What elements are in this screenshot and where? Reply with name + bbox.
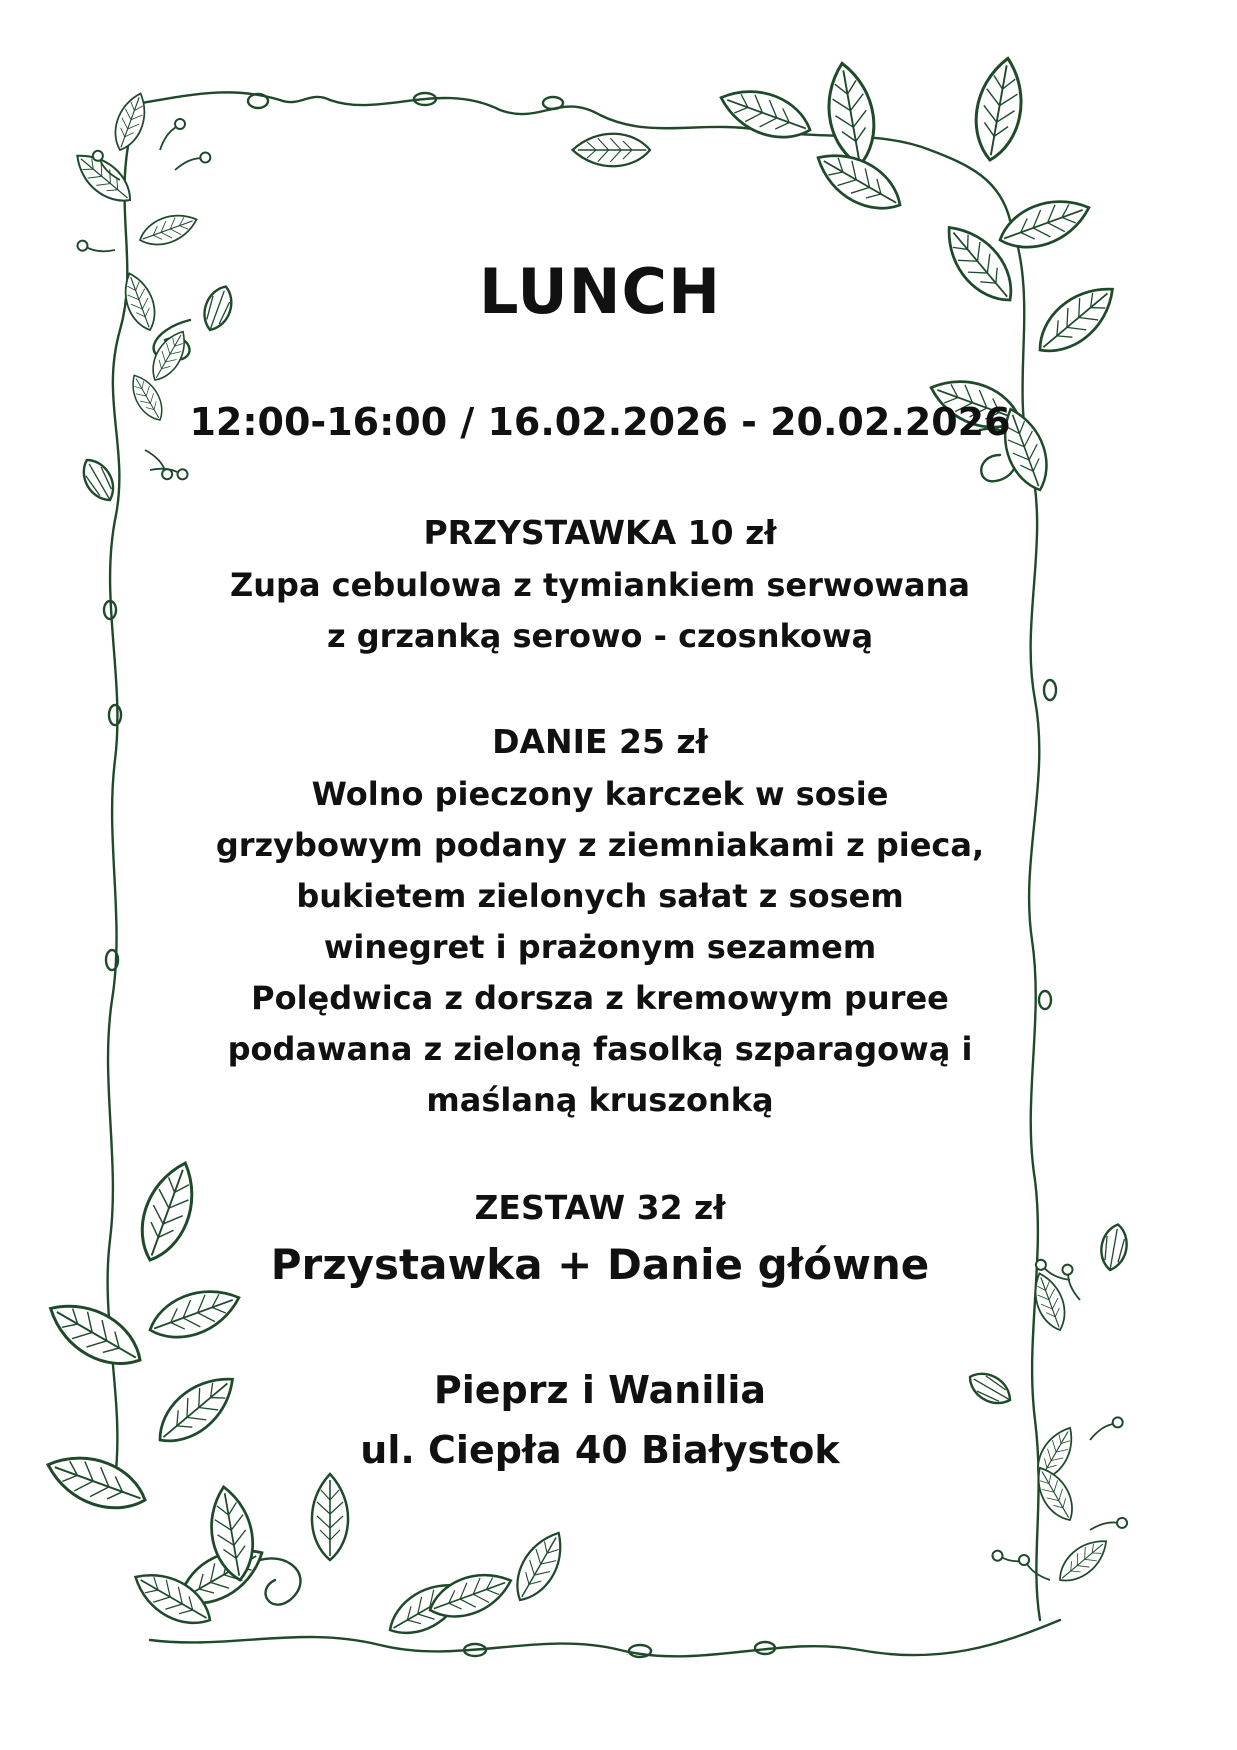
main-dish-line: podawana z zieloną fasolką szparagową i <box>227 1030 973 1068</box>
main-dish-line: maślaną kruszonką <box>426 1081 774 1119</box>
main-dish-line: grzybowym podany z ziemniakami z pieca, <box>215 826 985 864</box>
restaurant-name: Pieprz i Wanilia <box>433 1368 767 1412</box>
set-description: Przystawka + Danie główne <box>270 1240 930 1289</box>
main-dish-line: bukietem zielonych sałat z sosem <box>296 877 904 915</box>
set-heading: ZESTAW 32 zł <box>474 1188 726 1227</box>
main-dish-heading: DANIE 25 zł <box>492 722 708 761</box>
starter-line: z grzanką serowo - czosnkową <box>326 617 874 655</box>
main-dish-line: Wolno pieczony karczek w sosie <box>311 775 889 813</box>
main-dish-line: winegret i prażonym sezamem <box>323 928 877 966</box>
restaurant-address: ul. Ciepła 40 Białystok <box>360 1428 840 1472</box>
starter-line: Zupa cebulowa z tymiankiem serwowana <box>230 566 970 604</box>
hours-and-dates: 12:00-16:00 / 16.02.2026 - 20.02.2026 <box>189 400 1011 444</box>
main-dish-line: Polędwica z dorsza z kremowym puree <box>251 979 949 1017</box>
page-title: LUNCH <box>479 255 721 328</box>
starter-heading: PRZYSTAWKA 10 zł <box>423 513 777 552</box>
